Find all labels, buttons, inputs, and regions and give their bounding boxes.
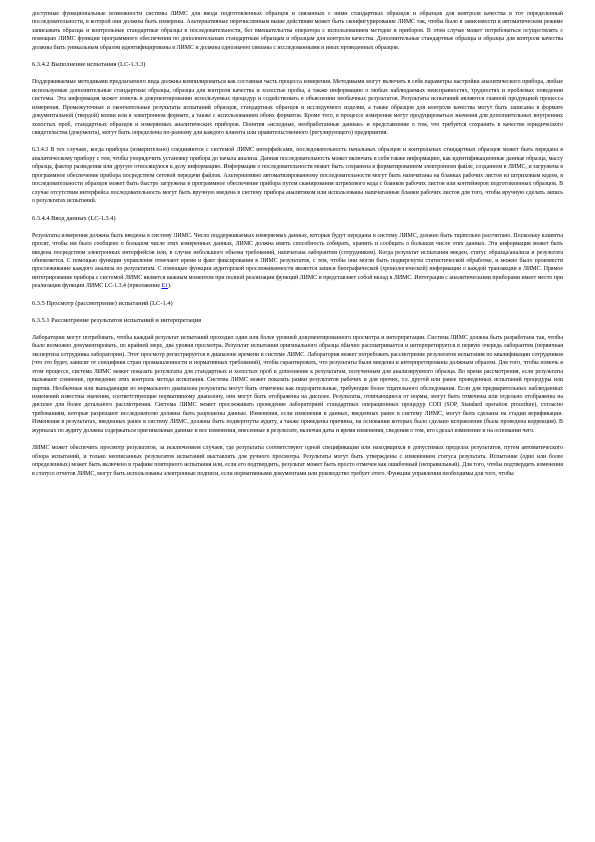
paragraph-lims-review: ЛИМС может обеспечить просмотр результатов, за исключением случаев, где результаты соответствуют одной спецификации или находящихся в допустимых пределах результатов, путем автоматического обзора испытаний, и только неописанных результатов испытаний выставлять для ручного просмотра. Результаты могут быть утверждены с изменением статуса результата. Испытание (одно или более определенных) может быть включено в графике повторного испытания или, если его подтвердить, результат может быть просто отмечен как ошибочный (неправильный). Для того, чтобы подтвердить изменения в статусе отчетов ЛИМС, могут быть использованы электронные подписи, если нормативными документами или руководство требует этого. Функции управления необходимы для того, чтобы	[32, 445, 563, 477]
paragraph-6-3-4-3: 6.3.4.3 В тех случаях, когда приборы (измерительно) соединяются с системой ЛИМС интерфейсами, последовательность начальных образцов и контрольных стандартных образцов может быть передана в аналитическому прибору с тем, чтобы упорядочить установку прибора до начала анализа. Данная последовательность может включать в себя также информацию, как идентификационные данные образца, массу образца, фактор разведения или другую относящуюся к делу информацию. Информация о последовательности может быть сохранена в форматированном электронном файле, созданном в ЛИМС, и загружена в программное обеспечение прибора посредством сетевой передачи файлов. Альтернативно автоматизированному последовательности могут быть напечатаны на бланках рабочих листов из штриховым кодом, в последовательности образцов может быть быстро загружена в программное обеспечение прибора путем сканирования штрихового кода с бланков рабочих листов или контейнеров подготовленных образцов. В случае отсутствия интерфейса последовательность могут быть вручную введена в систему прибора аналитиком или использованы напечатанные бланки рабочих листов для того, чтобы вручную сделать запись о результатах испытаний.	[32, 147, 563, 205]
appendix-link[interactable]: E1	[161, 283, 168, 290]
paragraph-data-entry-text: Результаты измерения должны быть введены в систему ЛИМС. Число поддерживаемых измеряемых данных, которые будут переданы в систему ЛИМС, должно быть тщательно рассчитано. Поскольку клиенты просят, чтобы им было сообщено о большом числе этих измеренных данных, ЛИМС должна иметь способность собирать, хранить и сообщать о большом числе этих данных. Эта информация может быть введена посредством электронных интерфейсов или, в случае небольшого объема требований, напечатана лаборантом (сотрудником). Когда результат испытания введен, статус образца/анализа и результата обновляется. С помощью функции управления отмечают время и факт фиксирования в ЛИМС результатов, с тем, чтобы они могли быть подвергнуты статистической обработке, и можно было произвести прослеживание каждого анализа по результатам. С помощью функции аудиторской прослеживаемости является записи биографической (хронологической) информации о каждой транзакции в ЛИМС. Прямое интегрирование прибора с системой ЛИМС является важным моментом при полной реализации функций ЛИМС и представляет собой вклад в ЛИМС. Интеграция с аналитическими приборами имеет место при реализации функции ЛИМС LC-1.3.4 (приложение	[32, 232, 563, 290]
section-heading-6-3-4-2: 6.3.4.2 Выполнение испытания (LC-1.3.3)	[32, 61, 146, 69]
section-heading-6-3-5: 6.3.5 Просмотр (рассмотрение) испытаний (LC-1.4)	[32, 299, 173, 307]
paragraph-review: Лаборатории могут потребовать, чтобы каждый результат испытаний проходил один или более уровней документированного просмотра и интерпретации. Система ЛИМС должна быть разработана так, чтобы было возможно документировать, по крайней мере, два уровня просмотра. Результат испытания оригинального образца обычно рассматривается и интерпретируется в первую очередь лаборантом (первичная экспертиза сотрудника лаборатории). Этот просмотр регистрируется в диапазоне времени в системе ЛИМС. Лаборатория может потребовать рассмотрение результатов испытания по квалификации сотрудников (что это будет, зависит от специфики стран промышленности и нормативных требований), чтобы гарантировать, что результаты были введены и интерпретированы должным образом. Для того, чтобы помочь в этом процессе, система ЛИМС может показать результаты для стандартных и холостых проб в дополнение к результатам, полученным для анализируемого образца. Во время рассмотрения, если результаты вызывают сомнение, проведение этих контроль метода испытания. Система ЛИМС может показать рамки результатов рабочих и для прочих, т.е. другой или ранее проведенных испытаний процедуры или партии. Необычные или выпадающие из нормального диапазона результаты могут быть отмечены как подозрительные, требующие более тщательного обследования. Если для предварительных наблюдаемых изменений известны значения, соответствующие нормативному диапазону, они могут быть отображены на дисплее. Результаты, отличающиеся от нормы, могут быть отмечены или отдельно отображены на дисплее для более детального рассмотрения. Система ЛИМС может прослеживать проведение лабораторией стандартных операционных процедур СОП (SOP, Standard operation procedure), согласно требованиям, которые разрешают исследователю должны быть разрешены данные. Изменения, если изменения в данных, введенных ранее в систему ЛИМС, могут быть сделаны на стадии верификации. Изменения в результатах, введенных ранее в систему ЛИМС, должны быть подвергнуты аудиту, а также приведены причины, на основании которых было сделано исправление (была проведена коррекция). В журналах по аудиту должны содержаться оригинальные данные и все изменения, внесенные в результате, включая даты и время изменения, сведения о том, кто сделал изменение и на основании чего.	[32, 334, 563, 434]
paragraph-intro: доступные функциональные возможности системы ЛИМС для ввода подготовленных образцов и связанных с ними стандартных образцов и образцов для контроля качества в тот определенный последовательности, в которой они должны быть измерены. Альтернативные перечисленным выше действиям может быть сконфигурирование ЛИМС так, чтобы было в зависимости в автоматическом режиме записывать образцы и контрольные стандартные образцы в последовательности, без вмешательства оператора с использованием методов и приборов. В этом случае может потребоваться осуществлять с помощью ЛИМС функции программного обеспечения по дополнительным стандартным образцам и образцам для контроля качества. Дополнительные стандартные образцы и образцы для контроля качества должны быть уникальным образом идентифицированы в ЛИМС и должны однозначно связаны с исследованными и иных проведенных образцов.	[32, 11, 563, 51]
paragraph-data-entry-tail: ).	[167, 283, 172, 290]
section-heading-6-3-5-1: 6.3.5.1 Рассмотрение результатов испытаний и интерпретация	[32, 316, 202, 324]
section-heading-6-3-4-4: 6.3.4.4 Ввод данных (LC-1.3.4)	[32, 214, 116, 222]
paragraph-test-execution: Поддерживаемые методиками предлагаемого вида должны компилироваться как составная часть процесса измерения. Методиками могут включать в себя параметры настройки аналитического прибора, любые используемые дополнительные стандартные образцы, образцы для контроля качества и холостые пробы, а также информацию о любых наблюдаемых неисправностях, трудностях и проблемах поведении системы. Эта информация может помочь в документировании используемых процедур и содействовать в объяснении необычных результатов. Результаты испытаний являются главной продукцией процесса измерения. Промежуточные и окончательные результаты испытаний образцов, стандартных образцов и исследуемого изделия, а также образцов для контроля качества могут быть записаны в формате документальной (твердой) копии или в электронном формате, а также с использованием обоих форматов. Кроме того, в процессе измерения могут продуцироваться значения для дополнительных внутренних холостых проб, стандартных образцов и измеряемых аналитических приборов. Понятия «исходные, необработанные данные» и представление о том, что требуется сохранить в качестве юридического свидетельства (документа), могут быть определены по-разному для каждого клиента или правительственного (регулирующего) предприятия.	[32, 79, 563, 136]
paragraph-data-entry	[32, 232, 563, 291]
